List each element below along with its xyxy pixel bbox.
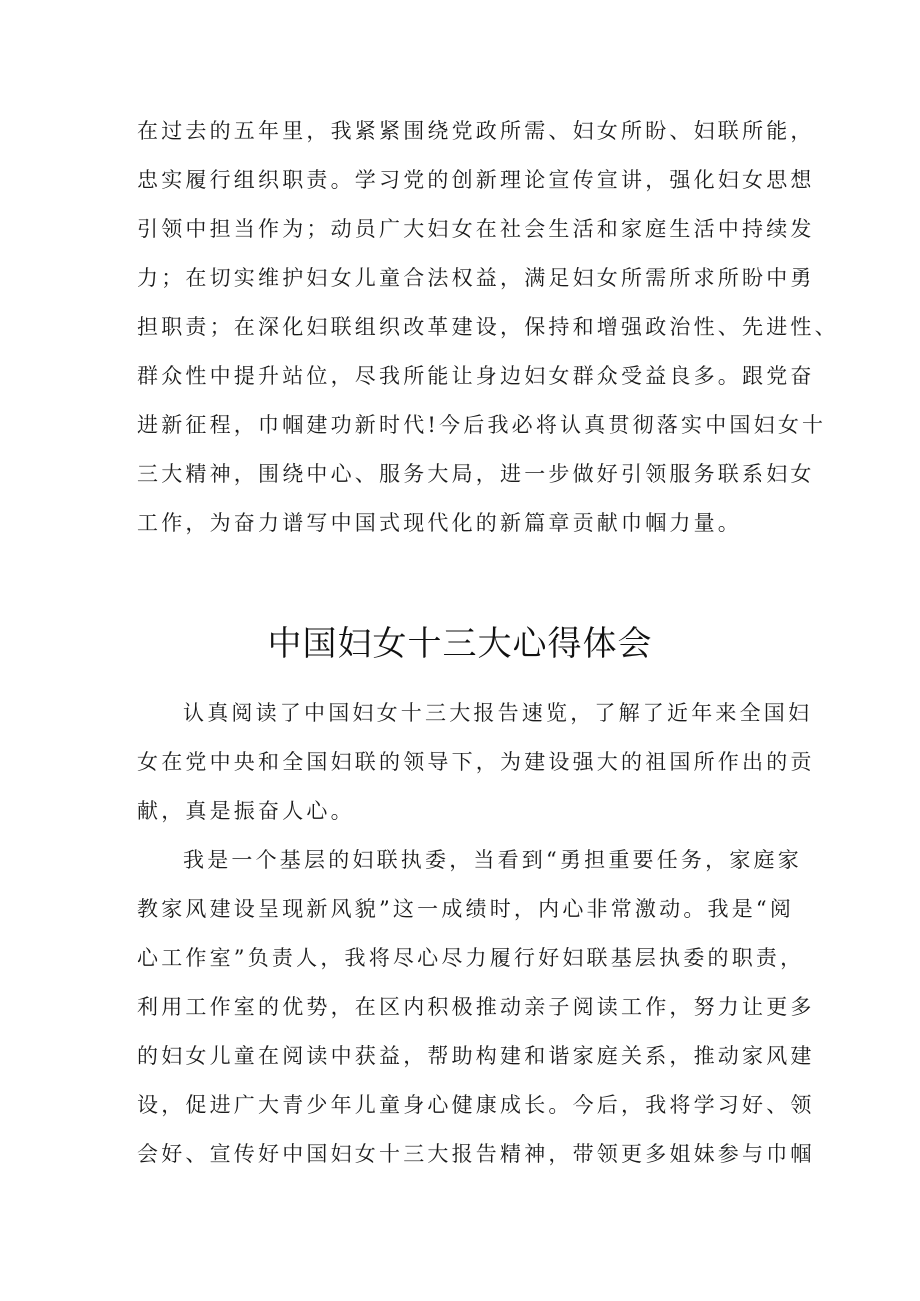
paragraph-line: 忠实履行组织职责。学习党的创新理论宣传宣讲，强化妇女思想 [137, 168, 815, 192]
paragraph-line: 工作，为奋力谱写中国式现代化的新篇章贡献巾帼力量。 [137, 511, 742, 535]
paragraph-line: 献，真是振奋人心。 [137, 799, 355, 823]
paragraph-line: 在过去的五年里，我紧紧围绕党政所需、妇女所盼、妇联所能， [137, 119, 815, 143]
paragraph-line: 群众性中提升站位，尽我所能让身边妇女群众受益良多。跟党奋 [137, 364, 815, 388]
paragraph-line: 认真阅读了中国妇女十三大报告速览，了解了近年来全国妇 [183, 701, 813, 725]
paragraph-line: 力；在切实维护妇女儿童合法权益，满足妇女所需所求所盼中勇 [137, 266, 815, 290]
paragraph-line: 担职责；在深化妇联组织改革建设，保持和增强政治性、先进性、 [137, 315, 839, 339]
paragraph-line: 进新征程，巾帼建功新时代!今后我必将认真贯彻落实中国妇女十 [137, 413, 827, 437]
paragraph-line: 心工作室”负责人，我将尽心尽力履行好妇联基层执委的职责， [137, 946, 805, 970]
paragraph-line: 三大精神，围绕中心、服务大局，进一步做好引领服务联系妇女 [137, 462, 815, 486]
paragraph-line: 会好、宣传好中国妇女十三大报告精神，带领更多姐妹参与巾帼 [137, 1142, 815, 1166]
section-title: 中国妇女十三大心得体会 [267, 623, 653, 664]
paragraph-line: 教家风建设呈现新风貌”这一成绩时，内心非常激动。我是“阅 [137, 897, 795, 921]
paragraph-line: 女在党中央和全国妇联的领导下，为建设强大的祖国所作出的贡 [137, 750, 815, 774]
paragraph-line: 利用工作室的优势，在区内积极推动亲子阅读工作，努力让更多 [137, 995, 815, 1019]
paragraph-line: 设，促进广大青少年儿童身心健康成长。今后，我将学习好、领 [137, 1093, 815, 1117]
paragraph-line: 的妇女儿童在阅读中获益，帮助构建和谐家庭关系，推动家风建 [137, 1044, 815, 1068]
paragraph-line: 我是一个基层的妇联执委，当看到“勇担重要任务，家庭家 [183, 848, 802, 872]
paragraph-line: 引领中担当作为；动员广大妇女在社会生活和家庭生活中持续发 [137, 217, 815, 241]
